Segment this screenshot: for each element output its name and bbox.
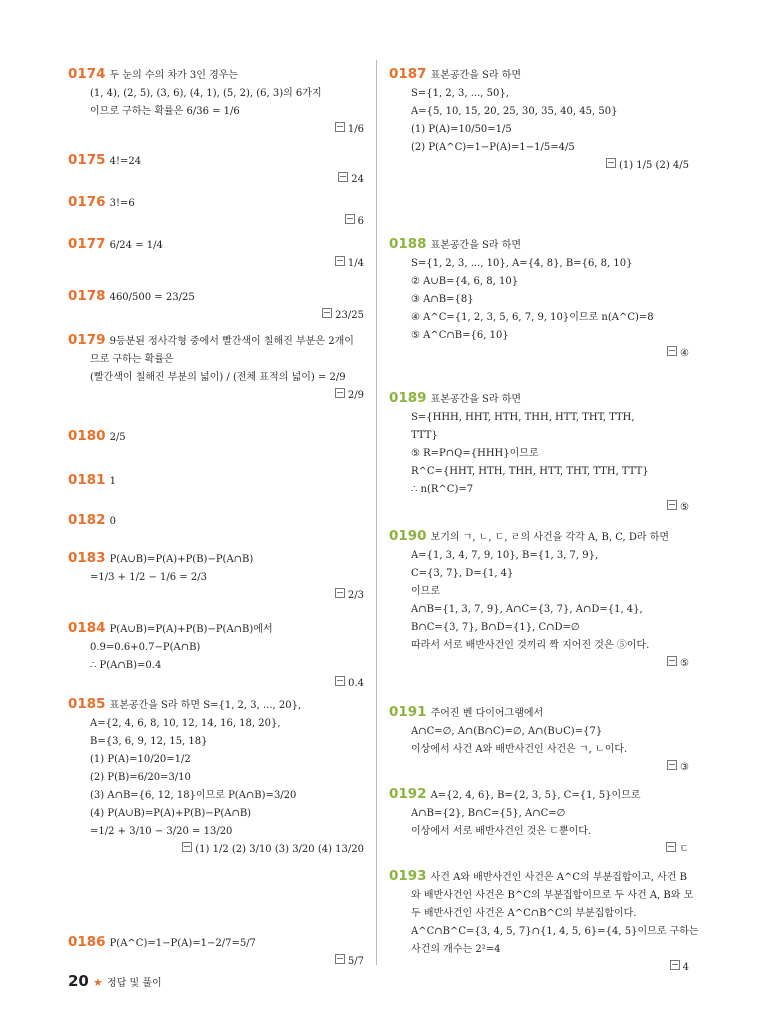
solution-line [68,823,364,841]
solution-line [389,463,689,481]
solution-line [68,805,364,823]
footer-label: 정답 및 풀이 [107,978,162,989]
solution-text: P(A∪B)=P(A)+P(B)−P(A∩B) [109,554,254,565]
solution-line [389,527,689,547]
solution-line [68,639,364,657]
answer-line [389,655,689,673]
solution-line [389,409,689,427]
answer-value: 1/4 [347,258,364,269]
solution-entry [68,619,364,693]
solution-line [68,657,364,675]
solution-line [68,751,364,769]
solution-line [68,151,364,171]
answer-value: 2/3 [347,590,364,601]
problem-number: 0183 [68,550,106,566]
solution-line [389,445,689,463]
solution-text: =1/3 + 1/2 − 1/6 = 2/3 [90,572,207,583]
solution-line [68,569,364,587]
answer-value: ③ [680,762,689,773]
solution-line [389,481,689,499]
problem-number: 0184 [68,620,106,636]
solution-line [68,85,364,103]
solution-text: (1, 4), (2, 5), (3, 6), (4, 1), (5, 2), (6, 3)의 6가지 [90,88,322,99]
solution-text: (1) P(A)=10/20=1/2 [90,754,191,765]
solution-line [68,733,364,751]
solution-text: ④ A^C={1, 2, 3, 5, 6, 7, 9, 10}이므로 n(A^C)=8 [411,312,654,323]
solution-text: 표본공간을 S라 하면 S={1, 2, 3, ..., 20}, [109,700,302,711]
solution-line [389,805,689,823]
solution-line [389,103,689,121]
solution-text: (3) A∩B={6, 12, 18}이므로 P(A∩B)=3/20 [90,790,297,801]
solution-text: 이므로 [411,586,440,597]
solution-text: 두 눈의 수의 차가 3인 경우는 [109,70,239,81]
problem-number: 0185 [68,696,106,712]
answer-box-icon [345,214,355,224]
problem-number: 0176 [68,194,106,210]
answer-line [389,959,689,977]
solution-line [389,703,689,723]
solution-entry [68,65,364,139]
solution-text: B∩C={3, 7}, B∩D={1}, C∩D=∅ [411,622,580,633]
solution-line [68,65,364,85]
solution-line [389,601,689,619]
solution-entry [68,695,364,859]
answer-line [68,171,364,189]
solution-line [68,695,364,715]
solution-line [389,565,689,583]
answer-line [389,841,689,859]
solution-text: 3!=6 [109,198,135,209]
solution-text: A={1, 3, 4, 7, 9, 10}, B={1, 3, 7, 9}, [411,550,599,561]
solution-line [389,741,689,759]
answer-box-icon [335,122,345,132]
solution-text: ⑤ R=P∩Q={HHH}이므로 [411,448,539,459]
solution-text: B={3, 6, 9, 12, 15, 18} [90,736,208,747]
solution-text: 6/24 = 1/4 [109,240,163,251]
answer-value: (1) 1/5 (2) 4/5 [618,160,689,171]
solution-line [389,273,689,291]
solution-text: 표본공간을 S라 하면 [430,394,522,405]
solution-line [68,193,364,213]
solution-line [389,619,689,637]
solution-line [68,471,364,491]
answer-box-icon [666,842,676,852]
solution-text: A∩B={1, 3, 7, 9}, A∩C={3, 7}, A∩D={1, 4}, [411,604,643,615]
solution-text: (4) P(A∪B)=P(A)+P(B)−P(A∩B) [90,808,252,819]
solution-line [389,139,689,157]
solution-line [389,905,689,923]
column-divider [376,60,377,965]
solution-line [68,331,364,351]
solution-text: P(A∪B)=P(A)+P(B)−P(A∩B)에서 [109,624,273,635]
star-icon: ★ [93,976,103,989]
solution-line [389,291,689,309]
solution-text: 0.9=0.6+0.7−P(A∩B) [90,642,201,653]
solution-line [389,923,699,941]
solution-line [68,235,364,255]
answer-box-icon [667,656,677,666]
solution-line [68,619,364,639]
answer-line [389,759,689,777]
problem-number: 0191 [389,704,427,720]
solution-entry [68,235,364,273]
solution-text: 이므로 구하는 확률은 6/36 = 1/6 [90,106,240,117]
solution-line [389,785,689,805]
solution-text: A={5, 10, 15, 20, 25, 30, 35, 40, 45, 50} [411,106,618,117]
solution-text: C={3, 7}, D={1, 4} [411,568,514,579]
solution-entry [68,331,364,405]
solution-text: 이상에서 사건 A와 배반사건인 사건은 ㄱ, ㄴ이다. [411,744,628,755]
answer-line [68,675,364,693]
solution-text: 4!=24 [109,156,142,167]
solution-text: 사건의 개수는 2²=4 [411,944,501,955]
answer-value: ④ [680,348,689,359]
solution-line [389,637,689,655]
solution-text: ∴ P(A∩B)=0.4 [90,660,162,671]
solution-line [389,309,689,327]
answer-box-icon [335,676,345,686]
solution-entry [68,549,364,605]
answer-box-icon [667,760,677,770]
problem-number: 0187 [389,66,427,82]
solution-text: 표본공간을 S라 하면 [430,240,522,251]
solution-line [389,887,694,905]
solution-text: 주어진 벤 다이어그램에서 [430,708,544,719]
solution-line [389,867,689,887]
solution-text: A∩C=∅, A∩(B∩C)=∅, A∩(B∪C)={7} [411,726,603,737]
problem-number: 0181 [68,472,106,488]
solution-entry [68,471,364,491]
answer-line [68,213,364,231]
answer-value: 1/6 [347,124,364,135]
answer-box-icon [606,158,616,168]
answer-box-icon [182,842,192,852]
solution-text: S={1, 2, 3, ..., 50}, [411,88,509,99]
solution-text: 므로 구하는 확률은 [90,354,174,365]
solution-text: 460/500 = 23/25 [109,292,195,303]
answer-line [389,157,689,175]
problem-number: 0180 [68,428,106,444]
answer-value: 2/9 [347,390,364,401]
solution-line [68,715,364,733]
solution-entry [389,785,689,859]
solution-entry [389,527,689,673]
solution-line [389,121,689,139]
solution-entry [389,867,699,977]
problem-number: 0189 [389,390,427,406]
solution-text: 2/5 [109,432,126,443]
problem-number: 0174 [68,66,106,82]
solution-entry [68,933,364,971]
answer-line [68,841,364,859]
solution-text: A={2, 4, 6, 8, 10, 12, 14, 16, 18, 20}, [90,718,281,729]
solution-line [389,85,689,103]
page-number: 20 [68,972,89,990]
solution-line [389,823,689,841]
answer-box-icon [335,954,345,964]
solution-line [389,327,689,345]
solution-text: ② A∪B={4, 6, 8, 10} [411,276,519,287]
solution-line [68,511,364,531]
solution-line [389,389,689,409]
answer-line [68,587,364,605]
solution-line [389,547,689,565]
solution-text: ⑤ A^C∩B={6, 10} [411,330,509,341]
problem-number: 0190 [389,528,427,544]
problem-number: 0186 [68,934,106,950]
solution-entry [389,235,689,363]
solution-entry [68,511,364,531]
solution-line [68,287,364,307]
answer-box-icon [335,588,345,598]
solution-text: 이상에서 서로 배반사건인 것은 ㄷ뿐이다. [411,826,592,837]
problem-number: 0177 [68,236,106,252]
solution-entry [389,65,689,175]
answer-value: ⑤ [680,658,689,669]
answer-line [68,121,364,139]
problem-number: 0188 [389,236,427,252]
solution-text: (2) P(A^C)=1−P(A)=1−1/5=4/5 [411,142,575,153]
solution-line [389,427,689,445]
solution-text: A^C∩B^C={3, 4, 5, 7}∩{1, 4, 5, 6}={4, 5}이므로 구하는 [411,926,699,937]
solution-entry [389,703,689,777]
solution-text: A={2, 4, 6}, B={2, 3, 5}, C={1, 5}이므로 [430,790,641,801]
solution-line [389,235,689,255]
solution-entry [68,193,364,231]
answer-box-icon [338,172,348,182]
problem-number: 0178 [68,288,106,304]
solution-line [389,723,689,741]
answer-line [389,345,689,363]
solution-text: A∩B={2}, B∩C={5}, A∩C=∅ [411,808,566,819]
solution-text: 보기의 ㄱ, ㄴ, ㄷ, ㄹ의 사건을 각각 A, B, C, D라 하면 [430,532,670,543]
solution-line [389,583,689,601]
solution-entry [68,287,364,325]
solution-text: TTT} [411,430,438,441]
solution-text: 따라서 서로 배반사건인 것끼리 짝 지어진 것은 ⑤이다. [411,640,650,651]
answer-value: 5/7 [347,956,364,967]
answer-value: 4 [682,962,689,973]
solution-line [68,933,364,953]
answer-value: (1) 1/2 (2) 3/10 (3) 3/20 (4) 13/20 [195,844,364,855]
answer-value: 0.4 [348,678,364,689]
solution-text: 표본공간을 S라 하면 [430,70,522,81]
solution-text: 9등분된 정사각형 중에서 빨간색이 칠해진 부분은 2개이 [109,336,354,347]
problem-number: 0192 [389,786,427,802]
solution-text: R^C={HHT, HTH, THH, HTT, THT, TTH, TTT} [411,466,649,477]
solution-text: S={1, 2, 3, ..., 10}, A={4, 8}, B={6, 8, 10} [411,258,633,269]
problem-number: 0179 [68,332,106,348]
answer-box-icon [335,256,345,266]
answer-value: ㄷ [679,844,689,855]
solution-text: S={HHH, HHT, HTH, THH, HTT, THT, TTH, [411,412,635,423]
answer-box-icon [322,308,332,318]
solution-text: (2) P(B)=6/20=3/10 [90,772,191,783]
answer-value: 23/25 [335,310,364,321]
answer-line [389,499,689,517]
problem-number: 0175 [68,152,106,168]
answer-box-icon [667,346,677,356]
answer-line [68,307,364,325]
solution-text: (빨간색이 칠해진 부분의 넓이) / (전체 표적의 넓이) = 2/9 [90,372,346,383]
solution-text: P(A^C)=1−P(A)=1−2/7=5/7 [109,938,256,949]
solution-line [389,65,689,85]
solution-entry [68,427,364,447]
solution-line [68,549,364,569]
solution-text: 두 배반사건인 사건은 A^C∩B^C의 부분집합이다. [411,908,637,919]
solution-line [389,255,689,273]
solution-line [389,941,689,959]
solution-line [68,769,364,787]
solution-line [68,103,364,121]
answer-value: ⑤ [680,502,689,513]
answer-box-icon [667,500,677,510]
solution-text: 와 배반사건인 사건은 B^C의 부분집합이므로 두 사건 A, B와 모 [411,890,694,901]
answer-line [68,387,364,405]
solution-line [68,427,364,447]
answer-box-icon [335,388,345,398]
problem-number: 0182 [68,512,106,528]
solution-entry [389,389,689,517]
solution-line [68,787,364,805]
solution-line [68,351,364,369]
solution-text: 0 [109,516,116,527]
solution-text: ③ A∩B={8} [411,294,474,305]
solution-text: =1/2 + 3/10 − 3/20 = 13/20 [90,826,233,837]
solution-line [68,369,364,387]
answer-line [68,953,364,971]
solution-text: 1 [109,476,116,487]
solution-text: (1) P(A)=10/50=1/5 [411,124,512,135]
problem-number: 0193 [389,868,427,884]
answer-value: 24 [351,174,364,185]
solution-text: 사건 A와 배반사건인 사건은 A^C의 부분집합이고, 사건 B [430,872,688,883]
answer-value: 6 [357,216,364,227]
answer-line [68,255,364,273]
answer-box-icon [670,960,680,970]
page-footer [68,972,162,990]
solution-text: ∴ n(R^C)=7 [411,484,474,495]
solution-entry [68,151,364,189]
